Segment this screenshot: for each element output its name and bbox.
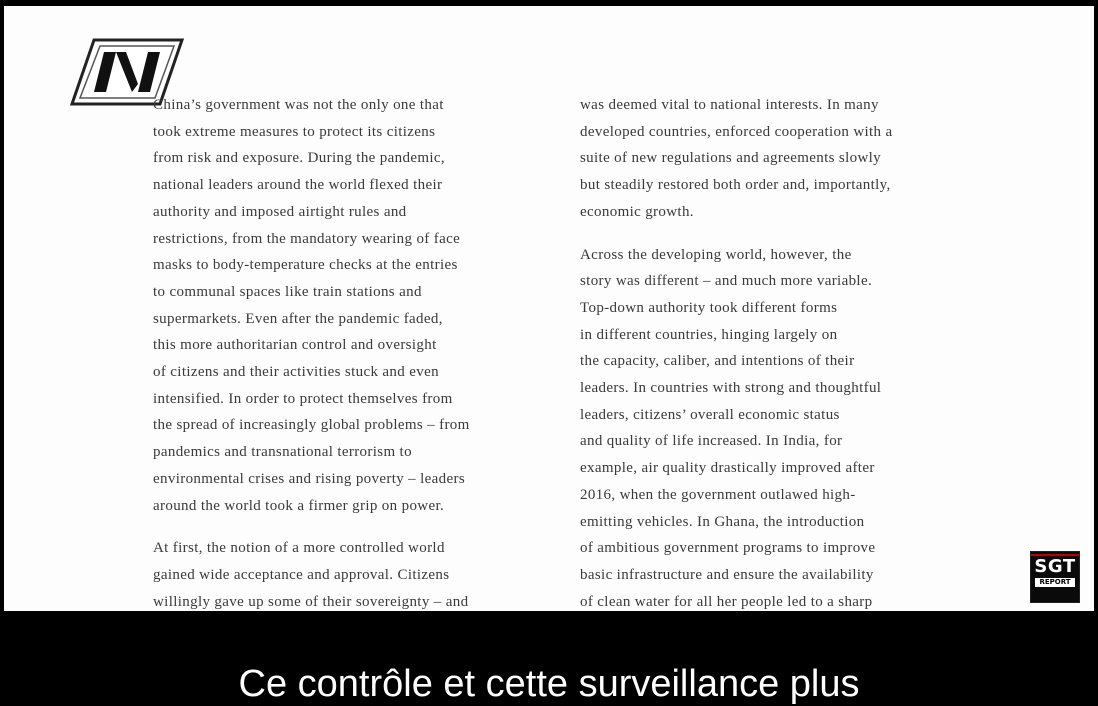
text-line: but steadily restored both order and, importantly, [580,177,891,194]
text-line: willingly gave up some of their sovereignty – and [153,593,469,610]
text-line: Across the developing world, however, the [580,246,852,263]
text-line: of citizens and their activities stuck and even [153,364,439,381]
paragraph [153,535,553,611]
text-line: was deemed vital to national interests. In many [580,97,879,113]
text-line: the spread of increasingly global problems – from [153,417,470,434]
text-line: supermarkets. Even after the pandemic faded, [153,310,443,327]
text-line: restrictions, from the mandatory wearing of face [153,230,461,247]
text-line: 2016, when the government outlawed high- [580,486,856,503]
document-page [4,6,1094,611]
text-line: China’s government was not the only one that [153,97,444,113]
text-line: leaders, citizens’ overall economic status [580,406,840,423]
badge-stripe [1031,554,1079,556]
text-line: suite of new regulations and agreements slowly [580,150,882,167]
text-line: to communal spaces like train stations and [153,283,422,300]
badge-bottom-text: REPORT [1035,578,1075,587]
text-line: emitting vehicles. In Ghana, the introduction [580,513,865,530]
text-line: around the world took a firmer grip on power. [153,497,445,514]
text-line: in different countries, hinging largely on [580,326,838,343]
text-line: developed countries, enforced cooperation with a [580,123,893,140]
text-line: example, air quality drastically improved after [580,460,875,477]
badge-top-text: SGT [1034,556,1076,577]
right-column [580,92,980,611]
text-line: of clean water for all her people led to a sharp [580,593,873,610]
text-line: the capacity, caliber, and intentions of their [580,353,855,370]
subtitle-caption: Ce contrôle et cette surveillance plus [238,663,860,705]
text-line: gained wide acceptance and approval. Citizens [153,566,450,583]
text-line: basic infrastructure and ensure the availability [580,566,874,583]
text-line: took extreme measures to protect its citizens [153,123,436,140]
text-line: At first, the notion of a more controlled world [153,540,445,557]
text-line: authority and imposed airtight rules and [153,203,407,220]
text-line: pandemics and transnational terrorism to [153,444,412,461]
paragraph [580,242,980,611]
paragraph [153,92,553,519]
text-line: national leaders around the world flexed their [153,177,443,194]
text-line: masks to body-temperature checks at the entries [153,257,458,274]
sgt-report-badge [1030,551,1080,603]
text-line: of ambitious government programs to improve [580,540,876,557]
left-column [153,92,553,611]
text-line: from risk and exposure. During the pandemic, [153,150,445,167]
text-line: and quality of life increased. In India, for [580,433,843,450]
text-line: leaders. In countries with strong and thoughtful [580,380,882,397]
text-line: Top-down authority took different forms [580,299,838,316]
text-line: this more authoritarian control and oversight [153,337,437,354]
text-line: environmental crises and rising poverty – leaders [153,470,466,487]
text-line: economic growth. [580,203,694,220]
text-line: intensified. In order to protect themselves from [153,390,453,407]
text-line: story was different – and much more variable. [580,273,873,290]
paragraph [580,92,980,226]
